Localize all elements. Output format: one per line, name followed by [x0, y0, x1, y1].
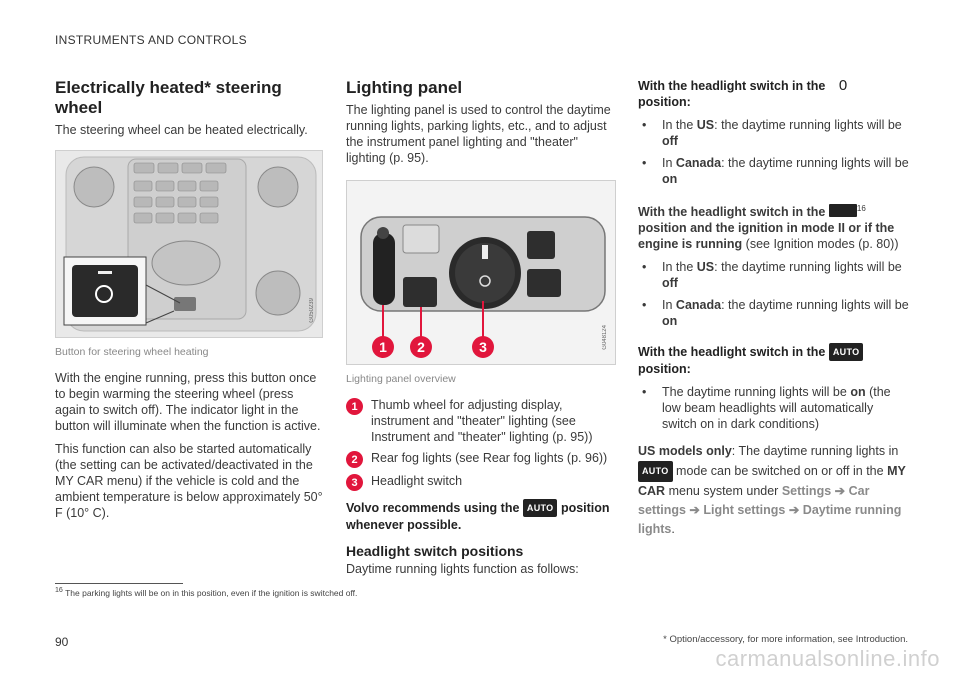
menu-path-daytime-running-lights: Daytime running lights — [638, 503, 902, 537]
menu-path-light-settings: Light settings — [703, 503, 786, 518]
number-marker: 1 — [346, 398, 363, 415]
menu-path-settings: Settings — [781, 484, 832, 499]
recommendation-text: position whenever possible. — [346, 501, 610, 532]
figure-caption: Button for steering wheel heating — [55, 346, 209, 358]
bullet: • — [642, 298, 647, 313]
state: off — [662, 134, 678, 148]
position-0-heading — [638, 78, 910, 110]
lighting-panel-illustration — [347, 181, 615, 364]
heading-text: position: — [638, 95, 691, 109]
state: on — [662, 314, 678, 329]
list-item — [346, 450, 614, 468]
heading-text: position: — [638, 362, 691, 377]
column-steering-wheel — [55, 78, 323, 528]
callout-label-3: 3 — [479, 339, 487, 355]
list-item — [346, 473, 614, 491]
state: on — [850, 385, 866, 400]
list-item-text: Thumb wheel for adjusting display, instrument and "theater" lighting (see Instrument and "theater" lighting (p. 95)) — [371, 398, 593, 444]
page-number: 90 — [55, 635, 69, 649]
number-marker: 3 — [346, 474, 363, 491]
steering-wheel-button-figure — [55, 150, 323, 338]
list-item — [638, 384, 910, 432]
item-text: In the — [662, 118, 694, 132]
us-models-label: US models only — [638, 444, 732, 459]
list-item — [638, 259, 910, 291]
figure-caption: Lighting panel overview — [346, 373, 456, 385]
intro-text: The lighting panel is used to control the daytime running lights, parking lights, etc., and to adjust the instrument panel lighting and "theater" lighting (p. 95). — [346, 103, 611, 165]
item-text: : the daytime running lights will be — [721, 156, 909, 170]
item-text: The daytime running lights will be — [662, 385, 847, 400]
list-item — [638, 297, 910, 329]
list-item — [638, 117, 910, 149]
auto-symbol: AUTO — [638, 461, 673, 482]
list-item-text: Rear fog lights (see Rear fog lights (p. 96)) — [371, 451, 608, 465]
section-title-heated-wheel: Electrically heated* steering wheel — [55, 78, 282, 117]
menu-path-car-settings: Car settings — [638, 484, 870, 518]
footnote-text: The parking lights will be on in this position, even if the ignition is switched off. — [65, 587, 358, 598]
watermark: carmanualsonline.info — [715, 646, 940, 671]
bullet: • — [642, 156, 647, 170]
position-parking-heading — [638, 201, 910, 252]
auto-symbol: AUTO — [829, 343, 864, 361]
country: US — [696, 260, 715, 275]
item-text: In — [662, 156, 673, 170]
center-console-illustration — [56, 151, 322, 337]
bullet: • — [642, 118, 647, 132]
footnote-number: 16 — [55, 586, 63, 594]
list-item-text: Headlight switch — [371, 474, 463, 488]
menu-arrow-icon: ➔ — [788, 503, 800, 518]
cross-reference: (see Ignition modes (p. 80)) — [745, 237, 899, 252]
body-paragraph-2: This function can also be started automatically (the setting can be activated/deactivated in the MY CAR menu) if the vehicle is cold and the ambient temperature is below approximately 50° F (10° C). — [55, 442, 323, 520]
heading-text: With the headlight switch in the — [638, 79, 826, 93]
parking-light-icon — [829, 204, 857, 217]
note-text: mode can be switched on or off in the — [676, 464, 884, 479]
menu-arrow-icon: ➔ — [834, 484, 846, 499]
callout-label-2: 2 — [417, 339, 425, 355]
list-item — [346, 397, 614, 445]
option-note: * Option/accessory, for more information, see Introduction. — [663, 634, 908, 645]
position-auto-heading — [638, 343, 910, 377]
item-text: : the daytime running lights will be — [714, 118, 902, 132]
heading-text: With the headlight switch in the — [638, 205, 826, 220]
my-car-label: MY CAR — [638, 464, 906, 499]
intro-text: The steering wheel can be heated electrically. — [55, 123, 308, 137]
note-text: : The daytime running lights in — [731, 444, 899, 459]
section-title-lighting-panel: Lighting panel — [346, 78, 463, 97]
column-lighting-panel — [346, 78, 614, 584]
auto-symbol: AUTO — [523, 499, 558, 517]
subsection-intro: Daytime running lights function as follows: — [346, 562, 579, 576]
us-models-note: US models only: The daytime running lights in AUTO mode can be switched on or off in the MY CAR menu system under Settings ➔ Car settings ➔ Light settings ➔ Daytime running lights. — [638, 444, 906, 537]
column-headlight-positions — [638, 78, 910, 546]
chapter-header: INSTRUMENTS AND CONTROLS — [55, 33, 247, 47]
number-marker: 2 — [346, 451, 363, 468]
heading-text: With the headlight switch in the — [638, 345, 826, 360]
recommendation-text: Volvo recommends using the — [346, 501, 520, 515]
item-text: : the daytime running lights will be — [721, 298, 909, 313]
item-text: In — [662, 298, 673, 313]
lighting-panel-figure — [346, 180, 616, 365]
item-text: : the daytime running lights will be — [714, 260, 902, 275]
note-text: menu system under — [668, 484, 779, 499]
footnote-divider — [55, 583, 183, 584]
recommendation — [346, 499, 614, 533]
zero-symbol: 0 — [838, 77, 848, 94]
list-item — [638, 155, 910, 187]
bullet: • — [642, 385, 647, 400]
country: Canada — [675, 156, 722, 170]
footnote-ref: 16 — [856, 204, 866, 213]
item-text: (the low beam headlights will automatically switch on in dark conditions) — [662, 385, 891, 432]
subsection-title: Headlight switch positions — [346, 543, 524, 559]
figure-code: G050239 — [309, 298, 315, 323]
state: off — [662, 276, 678, 291]
footnote — [55, 586, 357, 598]
item-text: In the — [662, 260, 694, 275]
heading-text: position and the ignition in mode II or if the engine is running — [638, 221, 895, 252]
figure-code: G048124 — [602, 325, 608, 350]
bullet: • — [642, 260, 647, 275]
menu-arrow-icon: ➔ — [689, 503, 700, 518]
callout-label-1: 1 — [379, 339, 387, 355]
state: on — [662, 172, 678, 186]
country: Canada — [675, 298, 722, 313]
body-paragraph-1: With the engine running, press this button once to begin warming the steering wheel (press again to switch off). The indicator light in the button will illuminate when the function is active. — [55, 371, 321, 433]
country: US — [696, 118, 715, 132]
